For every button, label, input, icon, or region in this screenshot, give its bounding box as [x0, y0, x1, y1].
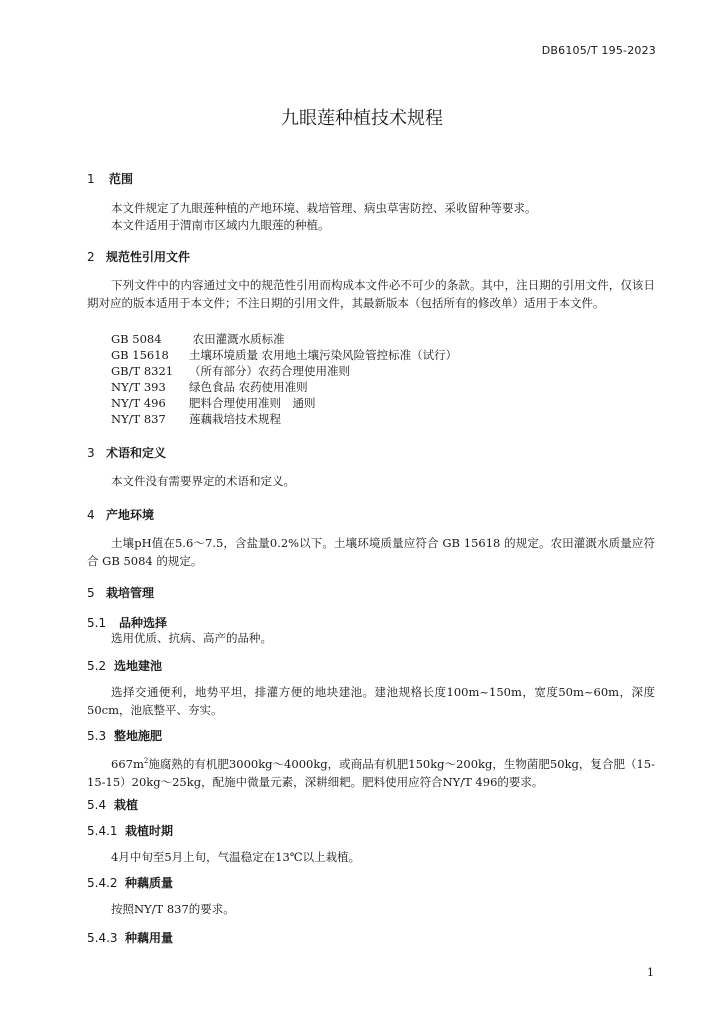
reference-title: 肥料合理使用准则 通则: [189, 396, 316, 410]
section-3-heading: [87, 444, 166, 461]
reference-code: NY/T 393: [111, 380, 166, 394]
section-1-heading: [87, 170, 133, 187]
section-number: 5.4.2: [87, 876, 118, 890]
page-number: 1: [647, 966, 654, 979]
section-number: 5.4.1: [87, 824, 118, 838]
section-title: 产地环境: [106, 508, 155, 522]
section-number: 5.1: [87, 616, 107, 630]
section-title: 整地施肥: [114, 729, 163, 743]
reference-code: GB/T 8321: [111, 364, 174, 378]
reference-title: 土壤环境质量 农用地土壤污染风险管控标准（试行）: [189, 348, 458, 362]
subsection-5-4-heading: [87, 796, 138, 813]
superscript: 2: [143, 757, 149, 765]
paragraph: 本文件适用于渭南市区域内九眼莲的种植。: [111, 218, 330, 232]
section-5-heading: [87, 584, 154, 601]
section-number: 5: [87, 586, 95, 600]
reference-code: NY/T 496: [111, 396, 166, 410]
paragraph: 下列文件中的内容通过文中的规范性引用而构成本文件必不可少的条款。其中，注日期的引用文件，仅该日期对应的版本适用于本文件；不注日期的引用文件，其最新版本（包括所有的修改单）适用于本文件。: [87, 278, 655, 310]
section-title: 范围: [109, 172, 134, 186]
reference-title: 莲藕栽培技术规程: [189, 412, 281, 426]
reference-title: 绿色食品 农药使用准则: [189, 380, 308, 394]
paragraph: 选用优质、抗病、高产的品种。: [111, 631, 272, 645]
section-number: 1: [87, 172, 95, 186]
subsection-5-4-1-heading: [87, 822, 173, 839]
section-title: 种藕用量: [125, 931, 174, 945]
section-title: 选地建池: [114, 659, 163, 673]
text-run: 施腐熟的有机肥3000kg～4000kg，或商品有机肥150kg～200kg，生物菌肥50kg，复合肥（15-15-15）20kg～25kg，配施中微量元素，深耕细耙。肥料使用应符合NY/T 496的要求。: [87, 756, 655, 789]
section-number: 5.2: [87, 659, 107, 673]
section-number: 3: [87, 446, 95, 460]
document-header-code: DB6105/T 195-2023: [541, 44, 656, 57]
section-title: 种藕质量: [125, 876, 174, 890]
paragraph: [87, 752, 655, 791]
paragraph: 4月中旬至5月上旬，气温稳定在13℃以上栽植。: [111, 850, 361, 864]
section-number: 5.4.3: [87, 931, 118, 945]
reference-code: NY/T 837: [111, 412, 166, 426]
subsection-5-3-heading: [87, 727, 162, 744]
section-title: 品种选择: [119, 616, 168, 630]
subsection-5-4-3-heading: [87, 929, 173, 946]
paragraph: 选择交通便利，地势平坦，排灌方便的地块建池。建池规格长度100m~150m，宽度50m~60m，深度50cm，池底整平、夯实。: [87, 685, 655, 717]
section-4-heading: [87, 506, 154, 523]
section-title: 栽培管理: [106, 586, 155, 600]
section-title: 规范性引用文件: [106, 250, 191, 264]
reference-title: 农田灌溉水质标准: [189, 332, 285, 346]
text-run: 667m: [111, 756, 144, 771]
reference-code: GB 15618: [111, 348, 169, 362]
paragraph: 土壤pH值在5.6～7.5，含盐量0.2%以下。土壤环境质量应符合 GB 15618 的规定。农田灌溉水质量应符合 GB 5084 的规定。: [87, 536, 655, 568]
section-number: 5.3: [87, 729, 107, 743]
section-2-heading: [87, 248, 190, 265]
reference-item: [111, 410, 281, 428]
section-title: 栽植: [114, 798, 139, 812]
paragraph: 按照NY/T 837的要求。: [111, 902, 235, 916]
subsection-5-2-heading: [87, 657, 162, 674]
section-number: 5.4: [87, 798, 107, 812]
paragraph: 本文件规定了九眼莲种植的产地环境、栽培管理、病虫草害防控、采收留种等要求。: [111, 201, 537, 215]
reference-title: （所有部分）农药合理使用准则: [189, 364, 350, 378]
reference-code: GB 5084: [111, 332, 162, 346]
section-number: 2: [87, 250, 95, 264]
paragraph: 本文件没有需要界定的术语和定义。: [111, 474, 295, 488]
section-number: 4: [87, 508, 95, 522]
document-title: 九眼莲种植技术规程: [281, 108, 443, 129]
section-title: 术语和定义: [106, 446, 167, 460]
subsection-5-4-2-heading: [87, 874, 173, 891]
section-title: 栽植时期: [125, 824, 174, 838]
